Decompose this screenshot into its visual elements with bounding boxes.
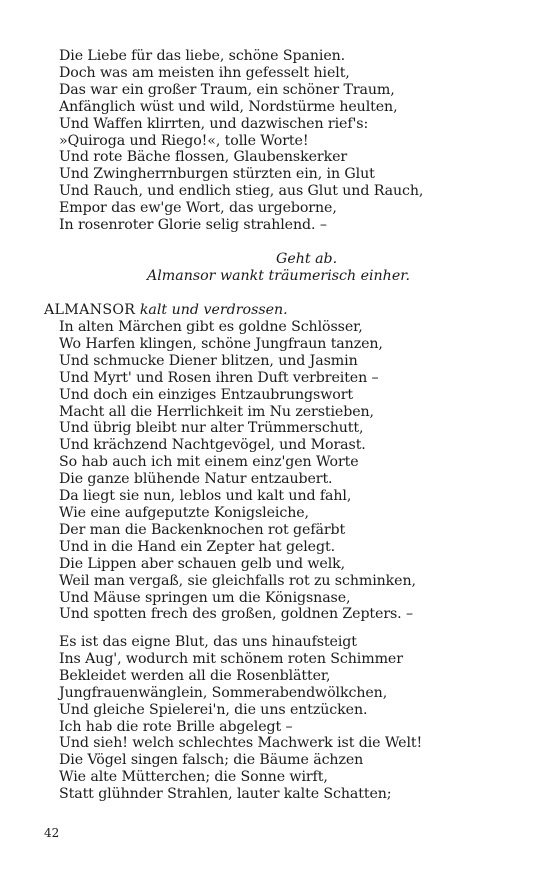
verse-line: Wie eine aufgeputzte Konigsleiche,: [59, 504, 309, 521]
verse-line: Und krächzend Nachtgevögel, und Morast.: [59, 437, 366, 454]
verse-line: Ich hab die rote Brille abgelegt –: [59, 718, 293, 735]
verse-line: Die Liebe für das liebe, schöne Spanien.: [59, 48, 346, 64]
verse-line: Und schmucke Diener blitzen, und Jasmin: [59, 352, 358, 369]
verse-line: In alten Märchen gibt es goldne Schlösser,: [59, 319, 363, 335]
verse-line: Macht all die Herrlichkeit im Nu zerstieben,: [59, 403, 374, 420]
verse-line: Wie alte Mütterchen; die Sonne wirft,: [59, 769, 328, 786]
verse-line: Und übrig bleibt nur alter Trümmerschutt,: [59, 420, 364, 437]
verse-line: Das war ein großer Traum, ein schöner Traum,: [59, 81, 395, 98]
verse-line: Und Waffen klirrten, und dazwischen rief's:: [59, 115, 369, 132]
verse-line: Doch was am meisten ihn gefesselt hielt,: [59, 64, 350, 81]
verse-line: Empor das ew'ge Wort, das urgeborne,: [59, 200, 337, 217]
verse-stanza-2: [59, 319, 416, 623]
verse-line: Bekleidet werden all die Rosenblätter,: [59, 667, 331, 684]
verse-line: Wo Harfen klingen, schöne Jungfraun tanzen,: [59, 335, 383, 352]
verse-line: Die Vögel singen falsch; die Bäume ächzen: [59, 752, 364, 769]
verse-line: Da liegt sie nun, leblos und kalt und fahl,: [59, 488, 352, 505]
verse-line: Und Zwingherrnburgen stürzten ein, in Glut: [59, 166, 375, 183]
verse-line: Und in die Hand ein Zepter hat gelegt.: [59, 538, 335, 555]
verse-line: In rosenroter Glorie selig strahlend. –: [59, 217, 327, 234]
verse-line: Und doch ein einziges Entzaubrungswort: [59, 386, 353, 403]
verse-line: Weil man vergaß, sie gleichfalls rot zu schminken,: [59, 572, 416, 589]
page-number: 42: [44, 826, 60, 840]
verse-line: Es ist das eigne Blut, das uns hinaufsteigt: [59, 634, 357, 650]
speaker-direction: kalt und verdrossen.: [139, 302, 288, 318]
verse-line: Die ganze blühende Natur entzaubert.: [59, 471, 333, 488]
verse-stanza-1: [59, 48, 423, 234]
verse-line: Und Mäuse springen um die Königsnase,: [59, 589, 351, 606]
verse-line: Die Lippen aber schauen gelb und welk,: [59, 555, 346, 572]
verse-line: Statt glühnder Strahlen, lauter kalte Schatten;: [59, 786, 392, 803]
verse-line: Und sieh! welch schlechtes Machwerk ist die Welt!: [59, 735, 423, 752]
verse-line: Anfänglich wüst und wild, Nordstürme heulten,: [59, 98, 398, 115]
speaker-heading: [44, 302, 288, 319]
verse-line: Und spotten frech des großen, goldnen Zepters. –: [59, 606, 413, 623]
verse-stanza-3: [59, 634, 422, 803]
verse-line: Jungfrauenwänglein, Sommerabendwölkchen,: [59, 684, 388, 701]
verse-line: Und Myrt' und Rosen ihren Duft verbreiten –: [59, 369, 379, 386]
verse-line: »Quiroga und Riego!«, tolle Worte!: [59, 132, 309, 149]
verse-line: Und gleiche Spielerei'n, die uns entzücken.: [59, 701, 368, 718]
verse-line: Und rote Bäche flossen, Glaubenskerker: [59, 149, 348, 166]
verse-line: Ins Aug', wodurch mit schönem roten Schimmer: [59, 650, 403, 667]
verse-line: Der man die Backenknochen rot gefärbt: [59, 521, 346, 538]
verse-line: Und Rauch, und endlich stieg, aus Glut und Rauch,: [59, 183, 424, 200]
speaker-name: ALMANSOR: [44, 302, 136, 318]
stage-direction-exit: Geht ab.: [276, 251, 338, 267]
verse-line: So hab auch ich mit einem einz'gen Worte: [59, 454, 359, 471]
stage-direction-almansor: Almansor wankt träumerisch einher.: [147, 268, 410, 284]
